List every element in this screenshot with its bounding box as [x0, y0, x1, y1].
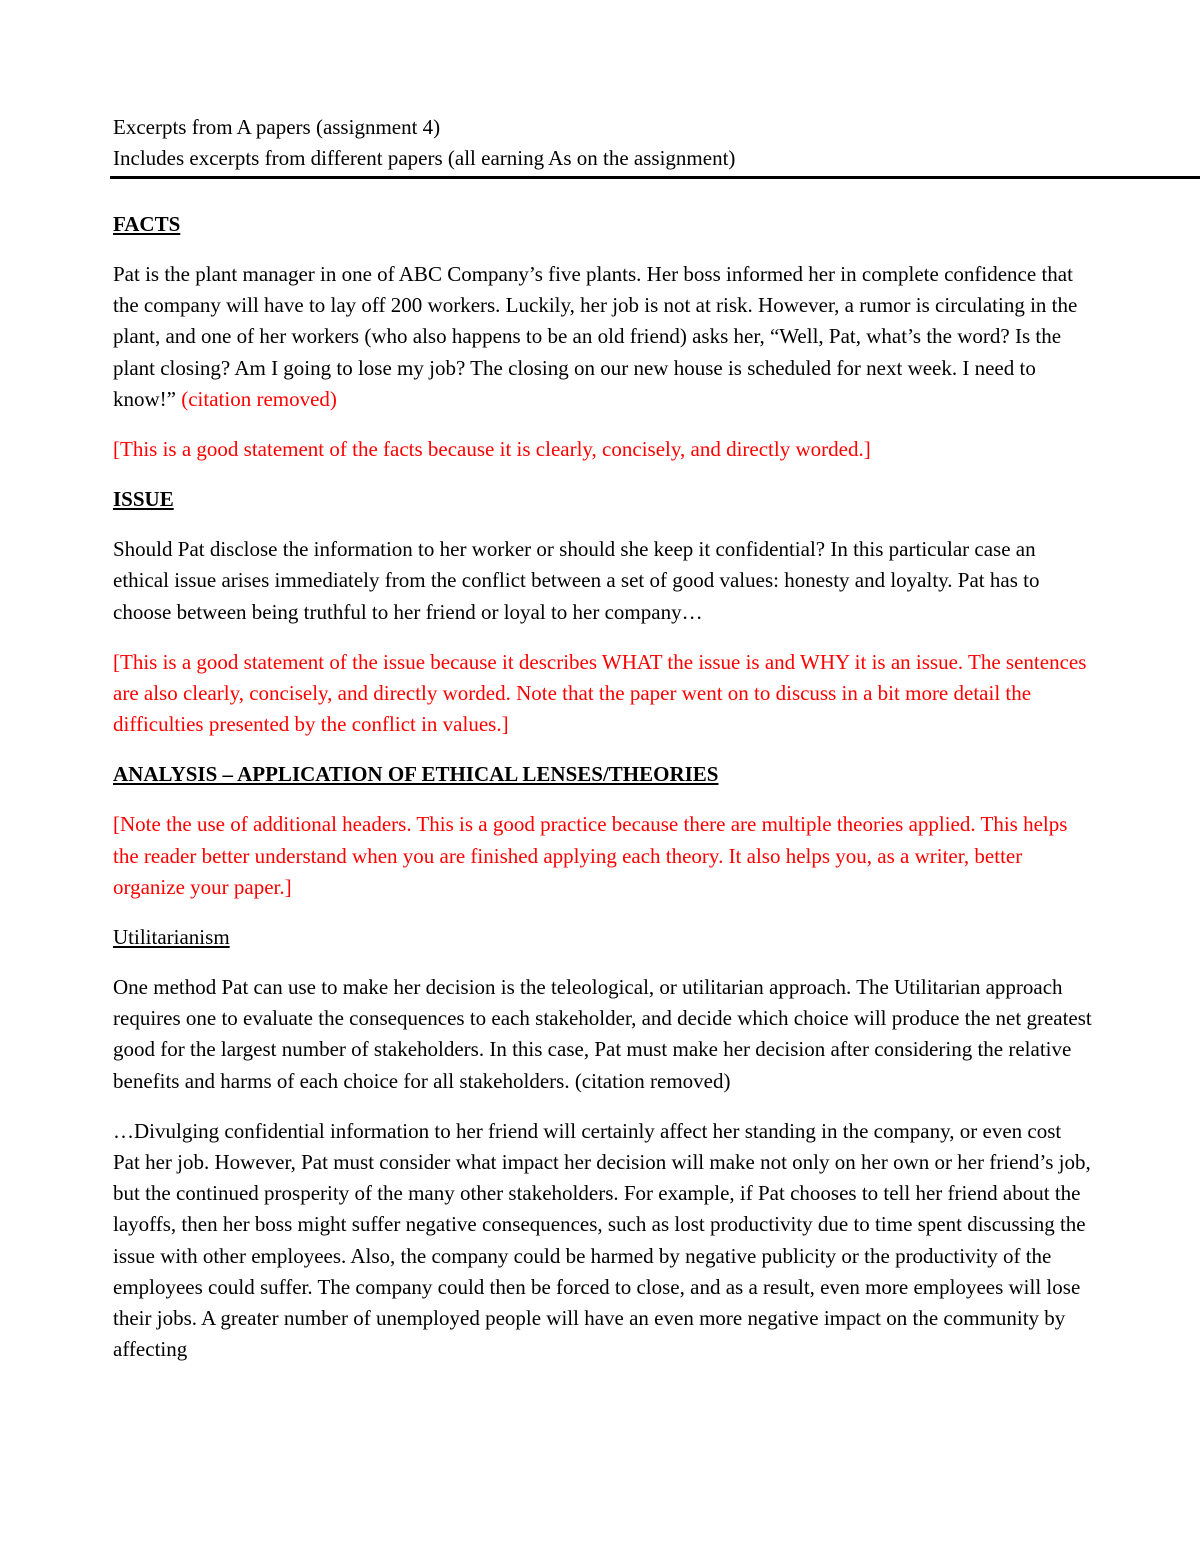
header-divider — [110, 176, 1200, 179]
facts-section — [113, 209, 1093, 465]
facts-paragraph — [113, 259, 1093, 415]
facts-comment: [This is a good statement of the facts because it is clearly, concisely, and directly worded.] — [113, 437, 871, 462]
facts-heading: FACTS — [113, 212, 181, 236]
analysis-comment: [Note the use of additional headers. This is a good practice because there are multiple theories applied. This helps the reader better understand when you are finished applying each theory. It also helps you, as a writer, better organize your paper.] — [113, 812, 1068, 899]
analysis-section — [113, 759, 1093, 1365]
facts-citation: (citation removed) — [181, 386, 337, 411]
utilitarianism-paragraph-2: …Divulging confidential information to her friend will certainly affect her standing in the company, or even cost Pat her job. However, Pat must consider what impact her decision will make not only on her own or her friend’s job, but the continued prosperity of the many other stakeholders. For example, if Pat chooses to tell her friend about the layoffs, then her boss might suffer negative consequences, such as lost productivity due to time spent discussing the issue with other employees. Also, the company could be harmed by negative publicity or the productivity of the employees could suffer. The company could then be forced to close, and as a result, even more employees will lose their jobs. A greater number of unemployed people will have an even more negative impact on the community by affecting — [113, 1118, 1091, 1362]
analysis-heading: ANALYSIS – APPLICATION OF ETHICAL LENSES/THEORIES — [113, 762, 719, 787]
issue-comment: [This is a good statement of the issue because it describes WHAT the issue is and WHY it is an issue. The sentences are also clearly, concisely, and directly worded. Note that the paper went on to discuss in a bit more detail the difficulties presented by the conflict in values.] — [113, 649, 1087, 737]
document-body — [113, 209, 1093, 1384]
utilitarianism-paragraph-1: One method Pat can use to make her decision is the teleological, or utilitarian approach. The Utilitarian approach requires one to evaluate the consequences to each stakeholder, and decide which choice will produce the net greatest good for the largest number of stakeholders. In this case, Pat must make her decision after considering the relative benefits and harms of each choice for all stakeholders. (citation removed) — [113, 975, 1092, 1093]
facts-body: Pat is the plant manager in one of ABC Company’s five plants. Her boss informed her in complete confidence that the company will have to lay off 200 workers. Luckily, her job is not at risk. However, a rumor is circulating in the plant, and one of her workers (who also happens to be an old friend) asks her, “Well, Pat, what’s the word? Is the plant closing? Am I going to lose my job? The closing on our new house is scheduled for next week. I need to know!” — [113, 262, 1078, 411]
issue-section — [113, 484, 1093, 740]
document-title: Excerpts from A papers (assignment 4) — [113, 115, 441, 139]
document-subtitle: Includes excerpts from different papers (all earning As on the assignment) — [113, 146, 736, 170]
issue-heading: ISSUE — [113, 487, 174, 512]
issue-paragraph: Should Pat disclose the information to her worker or should she keep it confidential? In this particular case an ethical issue arises immediately from the conflict between a set of good values: honesty and loyalty. Pat has to choose between being truthful to her friend or loyal to her company… — [113, 537, 1040, 624]
utilitarianism-heading: Utilitarianism — [113, 925, 230, 950]
document-header — [113, 112, 1113, 174]
